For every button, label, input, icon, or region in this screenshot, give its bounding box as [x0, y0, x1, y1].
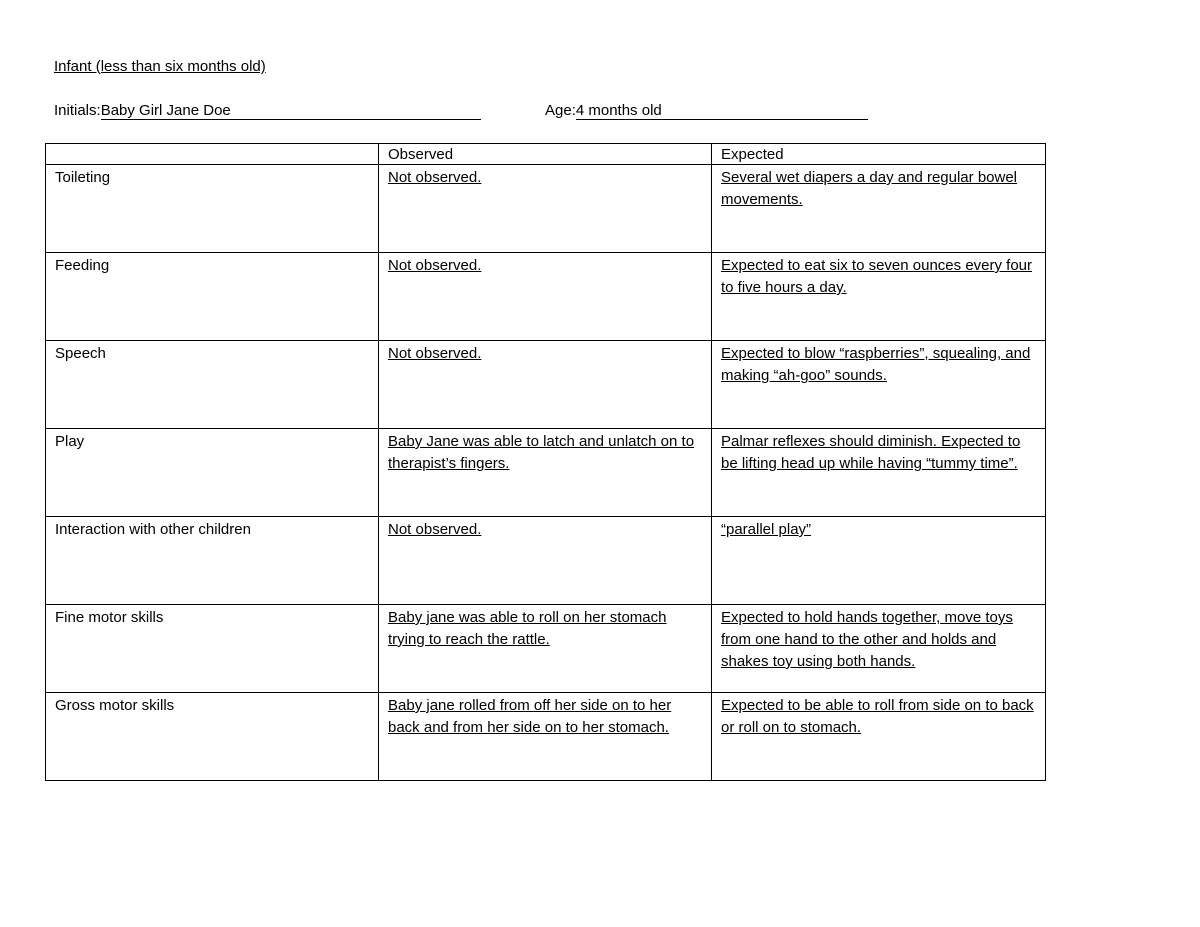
- table-row: [46, 253, 1046, 341]
- row-observed: Not observed.: [379, 341, 712, 429]
- row-observed: Not observed.: [379, 253, 712, 341]
- age-label: Age:: [545, 102, 576, 119]
- age-value: 4 months old: [576, 102, 868, 120]
- initials-value: Baby Girl Jane Doe: [101, 102, 481, 120]
- header-observed: Observed: [379, 144, 712, 165]
- row-expected: Several wet diapers a day and regular bowel movements.: [712, 165, 1046, 253]
- row-expected: Palmar reflexes should diminish. Expected to be lifting head up while having “tummy time”.: [712, 429, 1046, 517]
- row-observed: Baby Jane was able to latch and unlatch on to therapist’s fingers.: [379, 429, 712, 517]
- row-category: Play: [46, 429, 379, 517]
- row-observed: Not observed.: [379, 517, 712, 605]
- row-observed: Baby jane rolled from off her side on to her back and from her side on to her stomach.: [379, 693, 712, 781]
- table-row: [46, 341, 1046, 429]
- row-category: Feeding: [46, 253, 379, 341]
- row-category: Fine motor skills: [46, 605, 379, 693]
- table-row: [46, 693, 1046, 781]
- table-row: [46, 517, 1046, 605]
- row-expected: Expected to eat six to seven ounces every four to five hours a day.: [712, 253, 1046, 341]
- header-expected: Expected: [712, 144, 1046, 165]
- observation-table: [45, 143, 1046, 781]
- initials-label: Initials:: [54, 102, 101, 119]
- header-category: [46, 144, 379, 165]
- table-row: [46, 605, 1046, 693]
- table-row: [46, 429, 1046, 517]
- table-row: [46, 165, 1046, 253]
- age-line: [545, 102, 868, 120]
- row-expected: Expected to be able to roll from side on to back or roll on to stomach.: [712, 693, 1046, 781]
- initials-line: [54, 102, 481, 120]
- document-title: Infant (less than six months old): [54, 58, 266, 75]
- row-observed: Baby jane was able to roll on her stomach trying to reach the rattle.: [379, 605, 712, 693]
- table-header-row: [46, 144, 1046, 165]
- row-expected: Expected to hold hands together, move toys from one hand to the other and holds and shakes toy using both hands.: [712, 605, 1046, 693]
- row-expected: “parallel play”: [712, 517, 1046, 605]
- row-observed: Not observed.: [379, 165, 712, 253]
- row-category: Gross motor skills: [46, 693, 379, 781]
- row-expected: Expected to blow “raspberries”, squealing, and making “ah-goo” sounds.: [712, 341, 1046, 429]
- row-category: Interaction with other children: [46, 517, 379, 605]
- row-category: Toileting: [46, 165, 379, 253]
- row-category: Speech: [46, 341, 379, 429]
